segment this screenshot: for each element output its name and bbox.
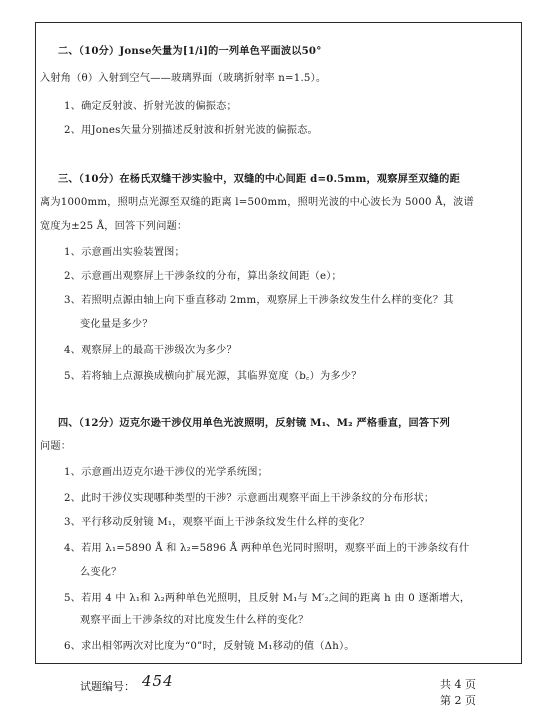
q4-header: 四、（12分）迈克尔逊干涉仪用单色光波照明，反射镜 M₁、M₂ 严格垂直，回答下列 bbox=[58, 417, 451, 429]
q4-item-1: 1、示意画出迈克尔逊干涉仪的光学系统图； bbox=[64, 467, 269, 478]
exam-code-label: 试题编号： bbox=[80, 680, 135, 693]
q3-line2: 离为1000mm，照明点光源至双缝的距离 l=500mm，照明光波的中心波长为 5000 Å，波谱 bbox=[40, 197, 474, 208]
q4-item-4-cont: 么变化？ bbox=[80, 567, 122, 578]
q3-line3: 宽度为±25 Å，回答下列问题： bbox=[40, 221, 188, 232]
q3-item-5: 5、若将轴上点源换成横向扩展光源，其临界宽度（b꜀）为多少？ bbox=[64, 371, 362, 382]
current-page: 第 2 页 bbox=[440, 694, 476, 707]
q3-item-3-cont: 变化量是多少？ bbox=[80, 319, 153, 330]
q2-line2: 入射角（θ）入射到空气——玻璃界面（玻璃折射率 n=1.5）。 bbox=[40, 73, 327, 84]
q4-item-5: 5、若用 4 中 λ₁和 λ₂两种单色光照明，且反射 M₁与 M′₂之间的距离 h 由 0 逐渐增大， bbox=[64, 593, 471, 604]
q2-item-1: 1、确定反射波、折射光波的偏振态； bbox=[64, 101, 237, 112]
q4-item-3: 3、平行移动反射镜 M₁，观察平面上干涉条纹发生什么样的变化？ bbox=[64, 517, 370, 528]
q4-item-5-cont: 观察平面上干涉条纹的对比度发生什么样的变化？ bbox=[80, 615, 309, 626]
exam-code-value: 454 bbox=[142, 672, 174, 690]
q2-item-2: 2、用Jones矢量分别描述反射波和折射光波的偏振态。 bbox=[64, 125, 318, 136]
total-pages: 共 4 页 bbox=[440, 678, 476, 691]
q3-item-3: 3、若照明点源由轴上向下垂直移动 2mm，观察屏上干涉条纹发生什么样的变化？其 bbox=[64, 295, 454, 306]
q3-header: 三、（10分）在杨氏双缝干涉实验中，双缝的中心间距 d=0.5mm，观察屏至双缝的距 bbox=[58, 173, 460, 185]
q3-item-2: 2、示意画出观察屏上干涉条纹的分布，算出条纹间距（e）； bbox=[64, 271, 342, 282]
q3-item-4: 4、观察屏上的最高干涉级次为多少？ bbox=[64, 345, 237, 356]
q4-item-2: 2、此时干涉仪实现哪种类型的干涉？示意画出观察平面上干涉条纹的分布形状； bbox=[64, 493, 435, 504]
q4-item-4: 4、若用 λ₁=5890 Å 和 λ₂=5896 Å 两种单色光同时照明，观察平面上的干涉条纹有什 bbox=[64, 543, 470, 554]
q4-item-6: 6、求出相邻两次对比度为“0”时，反射镜 M₁移动的值（Δh）。 bbox=[64, 641, 355, 652]
q4-line2: 问题： bbox=[40, 441, 72, 452]
q2-header: 二、（10分）Jonse矢量为[1/i]的一列单色平面波以50° bbox=[58, 45, 322, 57]
q3-item-1: 1、示意画出实验装置图； bbox=[64, 247, 185, 258]
